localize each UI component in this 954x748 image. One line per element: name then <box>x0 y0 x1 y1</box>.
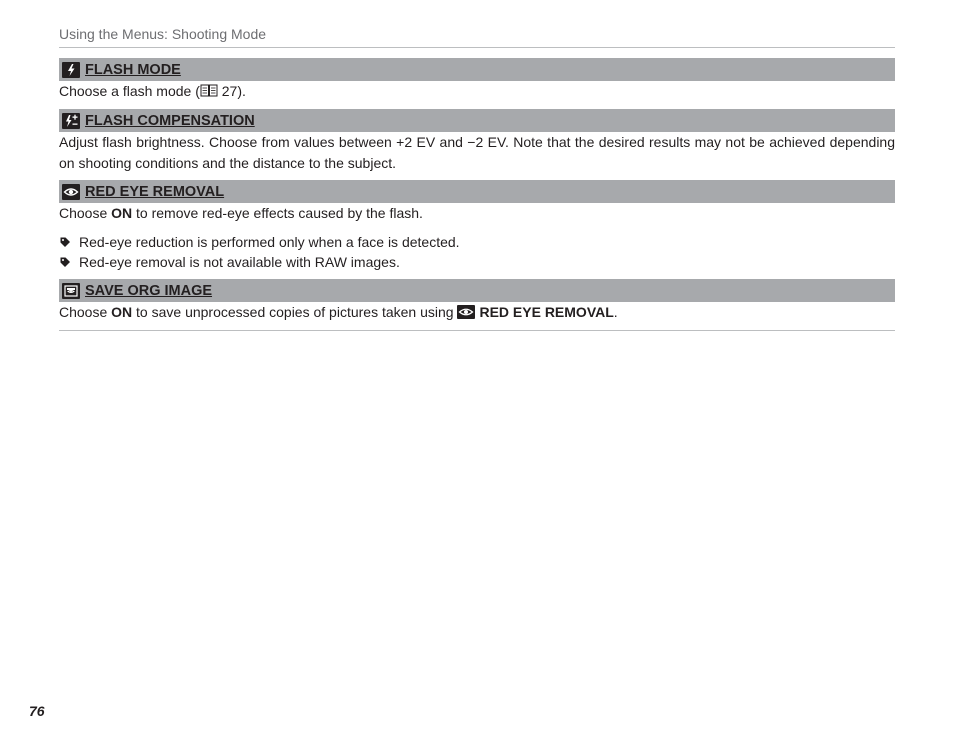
eye-icon <box>457 305 475 319</box>
note-text: Red-eye reduction is performed only when a face is detected. <box>79 234 460 250</box>
note-item <box>59 252 400 272</box>
red-eye-text-end: to remove red-eye effects caused by the flash. <box>132 205 423 221</box>
flash-mode-page-ref: 27). <box>217 83 246 99</box>
flash-compensation-icon <box>62 113 80 129</box>
on-option-label: ON <box>111 205 133 221</box>
section-heading <box>62 111 255 130</box>
note-tag-icon <box>59 256 71 268</box>
save-org-text-end: . <box>613 304 618 320</box>
section-title-save-org-image: SAVE ORG IMAGE <box>85 282 213 299</box>
note-item <box>59 232 460 252</box>
section-bar-flash-mode <box>59 58 895 81</box>
flash-mode-description <box>59 81 895 102</box>
flash-compensation-description: Adjust flash brightness. Choose from values between +2 EV and −2 EV. Note that the desired results may not be achieved depending on shooting conditions and the distance to the subject. <box>59 134 895 171</box>
save-org-description <box>59 302 895 323</box>
section-title-red-eye-removal: RED EYE REMOVAL <box>85 183 225 200</box>
flash-mode-text: Choose a flash mode ( <box>59 83 200 99</box>
section-bar-red-eye-removal <box>59 180 895 203</box>
save-original-icon <box>62 283 80 299</box>
save-org-text: Choose <box>59 304 112 320</box>
page-number: 76 <box>29 703 45 719</box>
section-bar-flash-compensation <box>59 109 895 132</box>
red-eye-text: Choose <box>59 205 112 221</box>
eye-icon <box>62 184 80 200</box>
note-tag-icon <box>59 236 71 248</box>
red-eye-removal-reference: RED EYE REMOVAL <box>479 304 614 320</box>
section-heading <box>62 60 181 79</box>
save-org-text-middle: to save unprocessed copies of pictures taken using <box>132 304 458 320</box>
note-text: Red-eye removal is not available with RAW images. <box>79 254 400 270</box>
section-heading <box>62 182 224 201</box>
flash-icon <box>62 62 80 78</box>
red-eye-description <box>59 203 895 224</box>
header-divider <box>59 47 895 48</box>
running-head: Using the Menus: Shooting Mode <box>59 26 267 42</box>
book-icon <box>200 84 218 97</box>
section-title-flash-mode: FLASH MODE <box>85 61 181 78</box>
section-bar-save-org-image <box>59 279 895 302</box>
section-title-flash-compensation: FLASH COMPENSATION <box>85 112 255 129</box>
on-option-label: ON <box>111 304 133 320</box>
section-heading <box>62 281 212 300</box>
content-bottom-divider <box>59 330 895 331</box>
